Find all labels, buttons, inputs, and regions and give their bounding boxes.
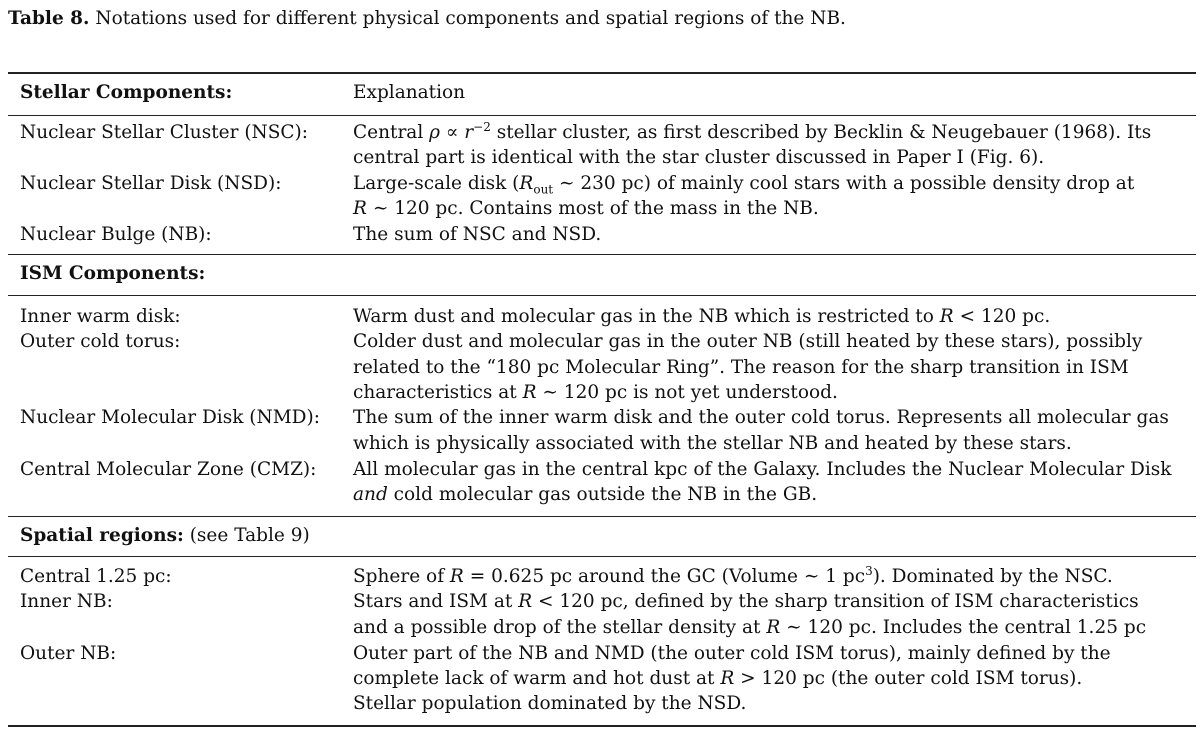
desc-inner-warm-disk: Warm dust and molecular gas in the NB which is restricted to R < 120 pc. <box>353 306 1051 327</box>
term-nsd: Nuclear Stellar Disk (NSD): <box>20 173 282 194</box>
term-nmd: Nuclear Molecular Disk (NMD): <box>20 407 320 428</box>
desc-nb: The sum of NSC and NSD. <box>353 224 602 245</box>
top-rule <box>8 72 1196 74</box>
term-nsc: Nuclear Stellar Cluster (NSC): <box>20 122 308 143</box>
header-col1: Stellar Components: <box>20 82 233 103</box>
header-rule <box>8 115 1196 116</box>
desc-nmd-line1: The sum of the inner warm disk and the outer cold torus. Represents all molecular gas <box>353 407 1169 428</box>
term-central: Central 1.25 pc: <box>20 566 172 587</box>
desc-outer-nb-line2: complete lack of warm and hot dust at R > 120 pc (the outer cold ISM torus). <box>353 668 1083 689</box>
desc-nsd-line2: R ∼ 120 pc. Contains most of the mass in the NB. <box>353 198 819 219</box>
desc-outer-nb-line3: Stellar population dominated by the NSD. <box>353 693 747 714</box>
term-outer-nb: Outer NB: <box>20 643 117 664</box>
spatial-header-rule <box>8 556 1196 557</box>
table-caption <box>8 8 846 29</box>
desc-nsc-line2: central part is identical with the star cluster discussed in Paper I (Fig. 6). <box>353 147 1045 168</box>
term-outer-cold-torus: Outer cold torus: <box>20 331 181 352</box>
desc-central: Sphere of R = 0.625 pc around the GC (Volume ∼ 1 $pc^3$). Dominated by the NSC. <box>353 563 1113 587</box>
desc-cmz-line1: All molecular gas in the central kpc of the Galaxy. Includes the Nuclear Molecular Disk <box>353 459 1172 480</box>
desc-outer-nb-line1: Outer part of the NB and NMD (the outer cold ISM torus), mainly defined by the <box>353 643 1111 664</box>
spatial-section-header: Spatial regions: (see Table 9) <box>20 525 310 546</box>
term-inner-nb: Inner NB: <box>20 591 113 612</box>
term-inner-warm-disk: Inner warm disk: <box>20 306 181 327</box>
desc-nsd-line1: Large-scale disk ($R_{out}$ ∼ 230 pc) of mainly cool stars with a possible density drop at <box>353 173 1135 197</box>
desc-nmd-line2: which is physically associated with the stellar NB and heated by these stars. <box>353 433 1072 454</box>
ism-section-header: ISM Components: <box>20 263 206 284</box>
bottom-rule <box>8 725 1196 727</box>
term-cmz: Central Molecular Zone (CMZ): <box>20 459 317 480</box>
spatial-top-rule <box>8 516 1196 517</box>
ism-header-rule <box>8 295 1196 296</box>
term-nb: Nuclear Bulge (NB): <box>20 224 212 245</box>
desc-inner-nb-line1: Stars and ISM at R < 120 pc, defined by the sharp transition of ISM characteristics <box>353 591 1139 612</box>
desc-cmz-line2: and cold molecular gas outside the NB in the GB. <box>353 484 818 505</box>
ism-top-rule <box>8 254 1196 255</box>
header-col2: Explanation <box>353 82 466 103</box>
caption-text: Notations used for different physical components and spatial regions of the NB. <box>95 8 846 29</box>
caption-label: Table 8. <box>8 8 90 29</box>
desc-inner-nb-line2: and a possible drop of the stellar density at R ∼ 120 pc. Includes the central 1.25 pc <box>353 617 1147 638</box>
desc-nsc-line1: Central $\rho \propto r^{-2}$ stellar cluster, as first described by Becklin & Neugebauer (1968). Its <box>353 119 1152 143</box>
desc-outer-cold-torus-line2: related to the “180 pc Molecular Ring”. The reason for the sharp transition in ISM <box>353 357 1129 378</box>
desc-outer-cold-torus-line1: Colder dust and molecular gas in the outer NB (still heated by these stars), possibly <box>353 331 1143 352</box>
desc-outer-cold-torus-line3: characteristics at R ∼ 120 pc is not yet understood. <box>353 382 838 403</box>
